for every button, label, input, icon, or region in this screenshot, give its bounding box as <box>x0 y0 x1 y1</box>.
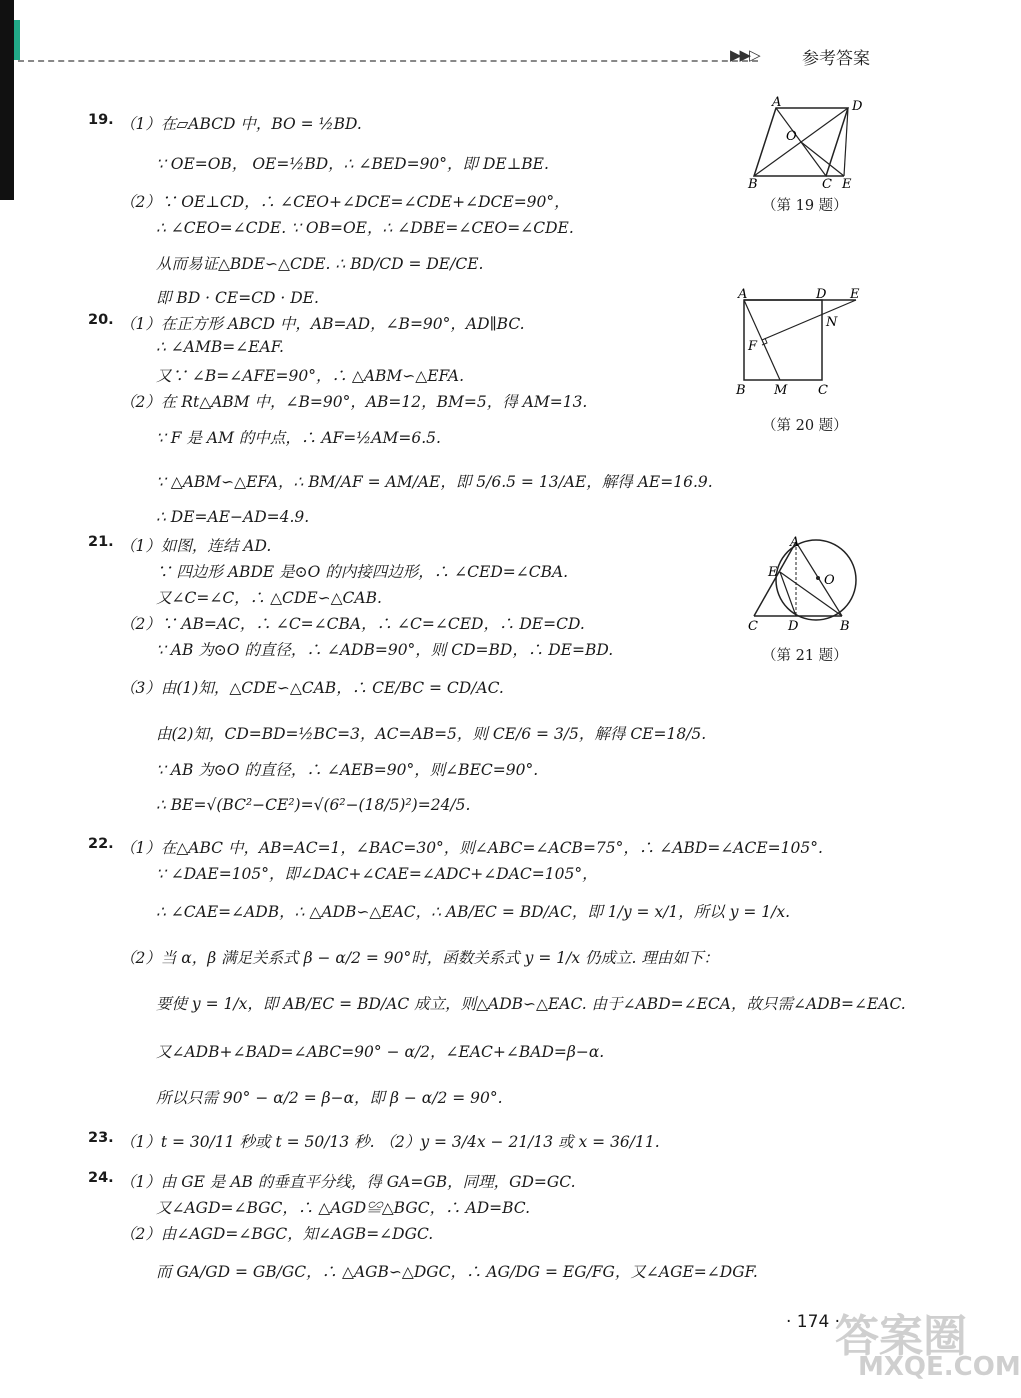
answer-line: （3）由(1)知，△CDE∽△CAB，∴ CE/BC = CD/AC. <box>120 679 504 697</box>
answer-line: （2）由∠AGD=∠BGC，知∠AGB=∠DGC. <box>120 1225 434 1243</box>
figure-20-caption: （第 20 题） <box>762 418 848 434</box>
answer-line: ∵ AB 为⊙O 的直径，∴ ∠ADB=90°，则 CD=BD，∴ DE=BD. <box>156 641 614 659</box>
answer-line: （1）在△ABC 中，AB=AC=1，∠BAC=30°，则∠ABC=∠ACB=75°，∴ ∠ABD=∠ACE=105°. <box>120 839 823 857</box>
fig20-label-d: D <box>816 287 827 302</box>
answer-line: 又∠ADB+∠BAD=∠ABC=90° − α/2，∠EAC+∠BAD=β−α. <box>156 1043 605 1061</box>
fig21-label-b: B <box>840 619 850 634</box>
page-edge-bar <box>0 0 14 200</box>
answer-line: 又∠C=∠C，∴ △CDE∽△CAB. <box>156 589 382 607</box>
header-dashed-rule <box>18 60 758 62</box>
fig20-label-b: B <box>736 383 746 398</box>
answer-line: 又∵ ∠B=∠AFE=90°，∴ △ABM∽△EFA. <box>156 367 465 385</box>
fig19-label-o: O <box>786 129 797 144</box>
answer-line: ∵ OE=OB， OE=½BD，∴ ∠BED=90°，即 DE⊥BE. <box>156 155 549 173</box>
answer-line: （1）如图，连结 AD. <box>120 537 272 555</box>
answer-line: ∴ BE=√(BC²−CE²)=√(6²−(18/5)²)=24/5. <box>156 796 471 814</box>
answer-line: 由(2)知，CD=BD=½BC=3，AC=AB=5，则 CE/6 = 3/5，解得 CE=18/5. <box>156 725 707 743</box>
page-edge-accent <box>14 20 20 60</box>
fig21-label-c: C <box>748 619 758 634</box>
question-number: 24. <box>88 1170 114 1186</box>
question-number: 22. <box>88 836 114 852</box>
fig19-label-a: A <box>772 95 782 110</box>
answer-line: ∵ AB 为⊙O 的直径，∴ ∠AEB=90°，则∠BEC=90°. <box>156 761 539 779</box>
answer-line: ∵ ∠DAE=105°，即∠DAC+∠CAE=∠ADC+∠DAC=105°， <box>156 865 598 883</box>
fig19-label-c: C <box>822 177 832 192</box>
answer-line: （2）∵ AB=AC，∴ ∠C=∠CBA，∴ ∠C=∠CED，∴ DE=CD. <box>120 615 585 633</box>
figure-21-diagram <box>744 534 864 634</box>
answer-line: 即 BD · CE=CD · DE. <box>156 289 319 307</box>
header-title: 参考答案 <box>802 49 870 69</box>
answer-line: 要使 y = 1/x，即 AB/EC = BD/AC 成立，则△ADB∽△EAC. 由于∠ABD=∠ECA，故只需∠ADB=∠EAC. <box>156 995 906 1013</box>
answer-line: （2）当 α，β 满足关系式 β − α/2 = 90°时，函数关系式 y = 1/x 仍成立. 理由如下： <box>120 949 719 967</box>
answer-line: （1）在▱ABCD 中，BO = ½BD. <box>120 115 362 133</box>
figure-20-diagram <box>734 286 864 402</box>
fig20-label-e: E <box>850 287 860 302</box>
watermark-url: MXQE.COM <box>858 1352 1021 1382</box>
figure-21-caption: （第 21 题） <box>762 648 848 664</box>
answer-line: ∵ 四边形 ABDE 是⊙O 的内接四边形，∴ ∠CED=∠CBA. <box>156 563 569 581</box>
answer-line: 又∠AGD=∠BGC，∴ △AGD≌△BGC，∴ AD=BC. <box>156 1199 531 1217</box>
fig19-label-d: D <box>852 99 863 114</box>
fig20-label-n: N <box>826 315 838 330</box>
answer-line: （2）在 Rt△ABM 中，∠B=90°，AB=12，BM=5，得 AM=13. <box>120 393 588 411</box>
fig21-label-o: O <box>824 573 835 588</box>
fig20-label-a: A <box>738 287 748 302</box>
question-number: 19. <box>88 112 114 128</box>
answer-line: ∴ ∠CEO=∠CDE. ∵ OB=OE，∴ ∠DBE=∠CEO=∠CDE. <box>156 219 574 237</box>
fig21-label-d: D <box>788 619 799 634</box>
figure-19-diagram <box>748 95 868 192</box>
fig21-label-e: E <box>768 565 778 580</box>
figure-19-caption: （第 19 题） <box>762 198 848 214</box>
fig19-label-b: B <box>748 177 758 192</box>
answer-line: ∴ ∠CAE=∠ADB，∴ △ADB∽△EAC，∴ AB/EC = BD/AC，即 1/y = x/1，所以 y = 1/x. <box>156 903 791 921</box>
answer-line: （1）由 GE 是 AB 的垂直平分线，得 GA=GB，同理，GD=GC. <box>120 1173 576 1191</box>
watermark-logo: 答案圈 <box>835 1311 967 1362</box>
header-arrows-icon: ▶▶▷ <box>730 46 759 64</box>
answer-line: （1）t = 30/11 秒或 t = 50/13 秒. （2）y = 3/4x − 21/13 或 x = 36/11. <box>120 1133 660 1151</box>
answer-line: ∵ △ABM∽△EFA，∴ BM/AF = AM/AE，即 5/6.5 = 13/AE，解得 AE=16.9. <box>156 473 713 491</box>
answer-line: ∵ F 是 AM 的中点，∴ AF=½AM=6.5. <box>156 429 441 447</box>
answer-line: （2）∵ OE⊥CD，∴ ∠CEO+∠DCE=∠CDE+∠DCE=90°， <box>120 193 570 211</box>
fig20-label-m: M <box>774 383 788 398</box>
answer-line: ∴ ∠AMB=∠EAF. <box>156 338 284 356</box>
page-number: · 174 · <box>786 1312 841 1332</box>
fig20-label-f: F <box>748 339 758 354</box>
answer-line: 从而易证△BDE∽△CDE. ∴ BD/CD = DE/CE. <box>156 255 484 273</box>
answer-line: 所以只需 90° − α/2 = β−α，即 β − α/2 = 90°. <box>156 1089 503 1107</box>
answer-line: ∴ DE=AE−AD=4.9. <box>156 508 310 526</box>
answer-line: 而 GA/GD = GB/GC，∴ △AGB∽△DGC，∴ AG/DG = EG/FG，又∠AGE=∠DGF. <box>156 1263 758 1281</box>
answer-line: （1）在正方形 ABCD 中，AB=AD，∠B=90°，AD∥BC. <box>120 315 525 333</box>
fig19-label-e: E <box>842 177 852 192</box>
question-number: 20. <box>88 312 114 328</box>
fig20-label-c: C <box>818 383 828 398</box>
fig21-label-a: A <box>790 535 800 550</box>
question-number: 23. <box>88 1130 114 1146</box>
question-number: 21. <box>88 534 114 550</box>
